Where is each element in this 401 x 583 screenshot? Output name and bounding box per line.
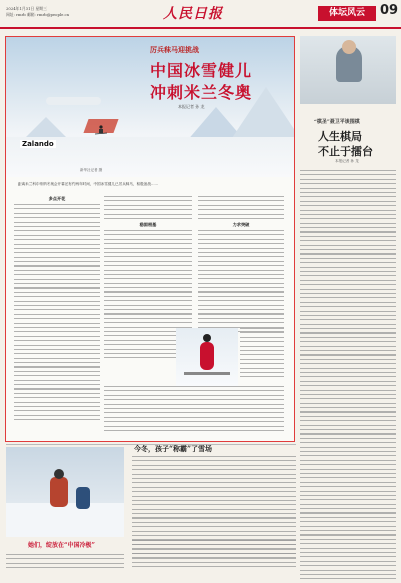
- inset-photo-caption: [240, 328, 284, 381]
- bottom-article-body-2: [132, 540, 296, 571]
- feature-headline-line1: 中国冰雪健儿: [150, 61, 253, 80]
- bottom-photo-caption: 她们，绽放在“中国冷极”: [28, 542, 95, 549]
- info-line: 网址: rmrb 邮箱: rmrb@people.cn: [6, 12, 70, 17]
- subhead-3: 力求突破: [232, 222, 250, 227]
- subhead-2: 稳固根基: [139, 222, 157, 227]
- right-title-line1: 人生棋局: [318, 130, 362, 143]
- header-divider: [0, 27, 401, 29]
- skier-figure: [95, 120, 107, 130]
- feature-column-tail: [104, 386, 284, 434]
- section-badge: 体坛风云: [318, 6, 376, 21]
- page-number: 09: [380, 3, 399, 18]
- feature-column-3b: [198, 230, 284, 335]
- bottom-left-body: [6, 554, 124, 572]
- subhead-1: 多点开花: [48, 196, 66, 201]
- feature-byline: 本报记者 孙 龙: [178, 104, 205, 109]
- inset-photo: [176, 328, 238, 386]
- feature-column-1: [14, 204, 100, 424]
- bottom-photo: [6, 447, 124, 537]
- sponsor-banner: Zalando: [22, 140, 54, 148]
- feature-column-3: [198, 196, 284, 222]
- feature-lead: 距离米兰科尔蒂纳冬奥会开幕还有约两年时间，中国冰雪健儿已厉兵秣马，积极备战……: [18, 182, 159, 186]
- right-article-body: [300, 170, 396, 583]
- portrait-photo: [300, 36, 396, 104]
- page-header: [0, 0, 401, 30]
- bottom-article-title: 今冬，孩子“称霸”了雪场: [134, 444, 213, 453]
- feature-column-2: [104, 196, 192, 222]
- feature-kicker: 厉兵秣马迎挑战: [150, 45, 199, 54]
- right-kicker: “棋圣”聂卫平谈围棋: [314, 119, 360, 125]
- right-byline: 本报记者 孙 龙: [335, 159, 359, 163]
- right-title-line2: 不止于擂台: [318, 145, 373, 158]
- hero-photo-caption: 新华社记者 摄: [80, 168, 103, 172]
- newspaper-logo: 人民日报: [163, 6, 223, 22]
- date-line: 2024年1月31日 星期三: [6, 6, 47, 11]
- feature-headline-line2: 冲刺米兰冬奥: [150, 83, 253, 102]
